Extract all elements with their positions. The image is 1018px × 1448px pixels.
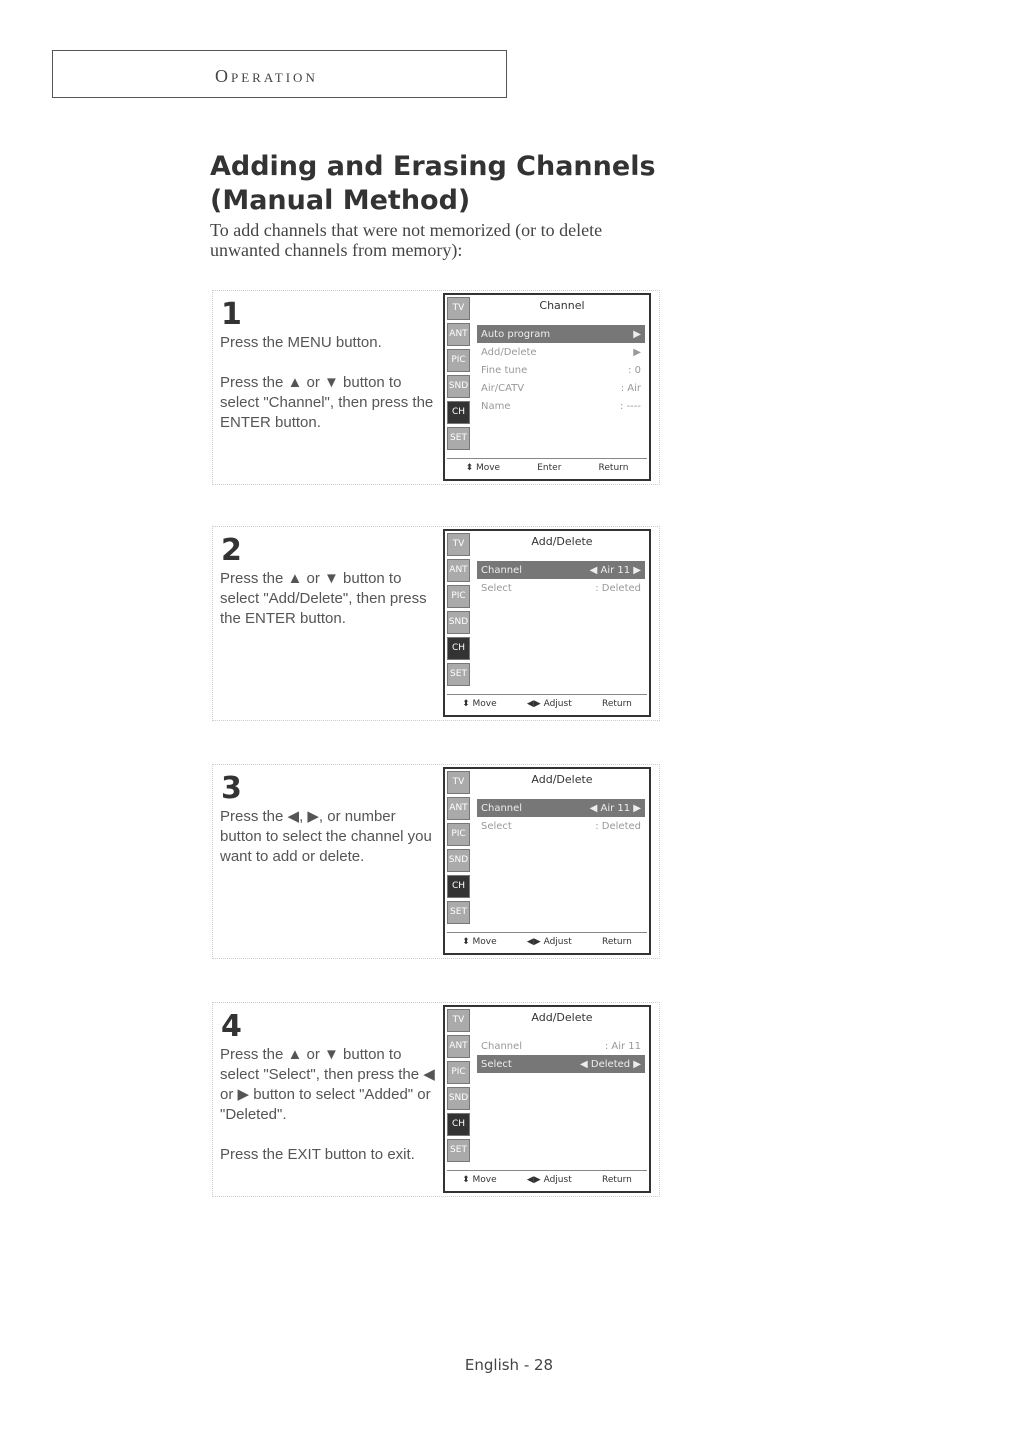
return-hint: Return (598, 463, 629, 473)
osd-row: Auto program ▶ (477, 325, 645, 343)
move-hint: ⬍ Move (465, 463, 501, 473)
setup-icon: SET (447, 427, 470, 450)
antenna-icon: ANT (447, 797, 470, 820)
step-instructions (220, 807, 435, 887)
osd-row: Channel : Air 11 (481, 1040, 641, 1052)
step-number: 1 (221, 297, 242, 332)
step-3 (212, 764, 660, 959)
osd-title: Channel (539, 299, 585, 312)
sound-icon: SND (447, 375, 470, 398)
step-number: 3 (221, 771, 242, 806)
step-paragraph: Press the ▲ or ▼ button to select "Add/Delete", then press the ENTER button. (220, 570, 427, 627)
antenna-icon: ANT (447, 559, 470, 582)
step-number: 4 (221, 1009, 242, 1044)
osd-menu-screen (443, 1005, 651, 1193)
setup-icon: SET (447, 901, 470, 924)
picture-icon: PIC (447, 1061, 470, 1084)
osd-icon-column (447, 771, 472, 953)
osd-footer (447, 932, 647, 951)
picture-icon: PIC (447, 585, 470, 608)
osd-row: Name : ---- (481, 400, 641, 412)
adjust-hint: ◀▶ Adjust (526, 937, 572, 947)
osd-menu-screen (443, 293, 651, 481)
osd-row: Add/Delete ▶ (481, 346, 641, 358)
tv-icon: TV (447, 533, 470, 556)
adjust-hint: ◀▶ Adjust (526, 1175, 572, 1185)
osd-title: Add/Delete (531, 1011, 593, 1024)
step-paragraph: Press the MENU button. (220, 334, 382, 351)
return-hint: Return (601, 1175, 632, 1185)
step-paragraph: Press the ▲ or ▼ button to select "Channel", then press the ENTER button. (220, 374, 434, 431)
osd-row: Air/CATV : Air (481, 382, 641, 394)
picture-icon: PIC (447, 823, 470, 846)
picture-icon: PIC (447, 349, 470, 372)
osd-row: Fine tune : 0 (481, 364, 641, 376)
osd-row: Select : Deleted (481, 820, 641, 832)
tv-icon: TV (447, 1009, 470, 1032)
page-title (210, 150, 656, 218)
osd-row: Select : Deleted (481, 582, 641, 594)
step-instructions (220, 1045, 435, 1185)
title-line-2: (Manual Method) (210, 185, 471, 216)
move-hint: ⬍ Move (462, 1175, 497, 1185)
channel-icon: CH (447, 875, 470, 898)
title-line-1: Adding and Erasing Channels (210, 151, 656, 182)
step-number: 2 (221, 533, 242, 568)
adjust-hint: ◀▶ Adjust (526, 699, 572, 709)
intro-text: To add channels that were not memorized (or to delete unwanted channels from memory): (210, 220, 603, 260)
move-hint: ⬍ Move (462, 699, 497, 709)
antenna-icon: ANT (447, 1035, 470, 1058)
step-paragraph: Press the EXIT button to exit. (220, 1146, 415, 1163)
page-number: English - 28 (464, 1356, 554, 1374)
channel-icon: CH (447, 637, 470, 660)
channel-icon: CH (447, 401, 470, 424)
osd-icon-column (447, 533, 472, 715)
osd-title: Add/Delete (531, 773, 593, 786)
osd-icon-column (447, 297, 472, 479)
step-instructions (220, 333, 435, 453)
channel-icon: CH (447, 1113, 470, 1136)
osd-row: Channel ◀ Air 11 ▶ (477, 561, 645, 579)
osd-row: Channel ◀ Air 11 ▶ (477, 799, 645, 817)
return-hint: Return (601, 699, 632, 709)
setup-icon: SET (447, 663, 470, 686)
step-2 (212, 526, 660, 721)
osd-row: Select ◀ Deleted ▶ (477, 1055, 645, 1073)
osd-icon-column (447, 1009, 472, 1191)
antenna-icon: ANT (447, 323, 470, 346)
return-hint: Return (601, 937, 632, 947)
tv-icon: TV (447, 771, 470, 794)
step-1 (212, 290, 660, 485)
section-label: Operation (215, 66, 318, 86)
sound-icon: SND (447, 1087, 470, 1110)
step-4 (212, 1002, 660, 1197)
step-paragraph: Press the ◀, ▶, or number button to select the channel you want to add or delete. (220, 808, 432, 865)
osd-footer (447, 458, 647, 477)
tv-icon: TV (447, 297, 470, 320)
sound-icon: SND (447, 849, 470, 872)
osd-menu-screen (443, 529, 651, 717)
sound-icon: SND (447, 611, 470, 634)
move-hint: ⬍ Move (462, 937, 497, 947)
step-instructions (220, 569, 435, 649)
osd-title: Add/Delete (531, 535, 593, 548)
osd-menu-screen (443, 767, 651, 955)
enter-hint: Enter (537, 463, 562, 473)
osd-footer (447, 694, 647, 713)
setup-icon: SET (447, 1139, 470, 1162)
osd-footer (447, 1170, 647, 1189)
step-paragraph: Press the ▲ or ▼ button to select "Select", then press the ◀ or ▶ button to select "Added" or "Deleted". (220, 1046, 435, 1123)
